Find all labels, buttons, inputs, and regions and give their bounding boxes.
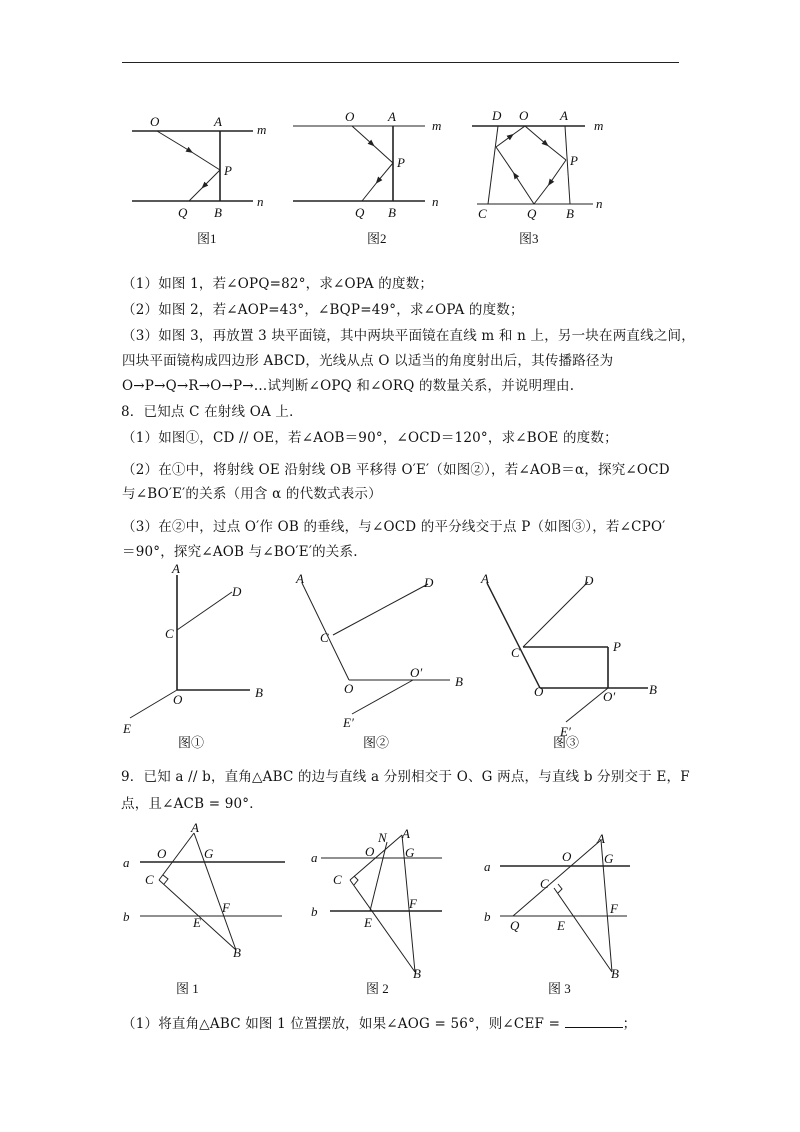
point-label: E′ [343,715,354,730]
q8-part2-line2: 与∠BO′E′的关系（用含 α 的代数式表示） [122,486,382,502]
point-label: D [584,573,594,588]
point-label: B [611,966,619,981]
q7-part3-line3: O→P→Q→R→O→P→…试判断∠OPQ 和∠ORQ 的数量关系，并说明理由. [122,378,575,394]
point-label: A [191,820,199,835]
q9-stem-line1: 9．已知 a // b，直角△ABC 的边与直线 a 分别相交于 O、G 两点，与直线 b 分别交于 E，F [121,769,690,785]
q9-stem-line2: 点，且∠ACB = 90°． [121,796,263,812]
point-label: O [534,684,544,699]
point-label: F [610,901,618,916]
point-label: b [484,909,491,924]
q7-part3-line1: （3）如图 3，再放置 3 块平面镜，其中两块平面镜在直线 m 和 n 上，另一块在两直线之间， [122,328,695,344]
point-label: P [224,163,232,178]
point-label: B [388,205,396,220]
point-label: O [365,844,375,859]
point-label: b [123,909,130,924]
q8-figure-2 [302,583,450,714]
figure-caption: 图2 [367,231,387,246]
point-label: A [214,114,222,129]
point-label: O [157,846,167,861]
point-label: m [594,118,604,133]
q8-part3-line2: ＝90°，探究∠AOB 与∠BO′E′的关系. [122,544,358,560]
figure-caption: 图 1 [176,981,199,996]
point-label: C [333,872,342,887]
q8-part2-line1: （2）在①中，将射线 OE 沿射线 OB 平移得 O′E′（如图②），若∠AOB＝α，探究∠OCD [122,462,670,478]
point-label: E [193,915,201,930]
q7-figure-1 [132,131,253,201]
q9-part1-end: ； [622,1016,637,1032]
point-label: G [604,851,614,866]
figure-caption: 图 2 [366,981,389,996]
figure-caption: 图3 [519,231,539,246]
q9-part1-text: （1）将直角△ABC 如图 1 位置摆放，如果∠AOG = 56°，则∠CEF = [122,1016,561,1032]
point-label: D [232,584,242,599]
point-label: B [214,205,222,220]
point-label: O′ [603,689,616,704]
q7-figure-2 [293,126,425,201]
point-label: a [311,850,318,865]
q7-part3-line2: 四块平面镜构成四边形 ABCD，光线从点 O 以适当的角度射出后，其传播路径为 [122,353,614,369]
point-label: a [123,855,130,870]
point-label: O′ [410,665,423,680]
point-label: O [344,681,354,696]
point-label: A [172,561,180,576]
point-label: P [570,153,578,168]
point-label: Q [178,205,188,220]
point-label: B [413,966,421,981]
point-label: B [255,685,263,700]
point-label: B [649,682,657,697]
point-label: C [165,626,174,641]
point-label: O [173,692,183,707]
point-label: E [364,915,372,930]
q9-figure-2 [321,835,442,972]
figure-caption: 图 3 [548,981,571,996]
point-label: m [257,122,267,137]
point-label: N [378,830,387,845]
q7-part1: （1）如图 1，若∠OPQ=82°，求∠OPA 的度数； [122,276,434,292]
point-label: n [432,194,439,209]
point-label: A [388,109,396,124]
point-label: B [566,206,574,221]
point-label: E [557,918,565,933]
point-label: O [345,109,355,124]
point-label: F [409,896,417,911]
point-label: G [204,846,214,861]
q8-part3-line1: （3）在②中，过点 O′作 OB 的垂线，与∠OCD 的平分线交于点 P（如图③），若∠CPO′ [122,519,666,535]
q8-part1: （1）如图①，CD // OE，若∠AOB＝90°，∠OCD＝120°，求∠BOE 的度数； [122,430,618,446]
point-label: A [402,826,410,841]
point-label: O [150,114,160,129]
point-label: n [596,196,603,211]
figure-caption: 图1 [197,231,217,246]
point-label: A [296,571,304,586]
point-label: Q [355,205,365,220]
point-label: E [123,721,131,736]
point-label: D [424,575,434,590]
point-label: a [484,859,491,874]
figure-caption: 图① [178,735,205,750]
point-label: B [455,674,463,689]
point-label: D [492,108,502,123]
point-label: C [320,630,329,645]
point-label: P [397,155,405,170]
point-label: b [311,904,318,919]
point-label: n [257,194,264,209]
point-label: m [432,118,442,133]
figure-caption: 图② [363,735,390,750]
q8-stem: 8．已知点 C 在射线 OA 上． [121,404,303,420]
point-label: F [222,900,230,915]
point-label: Q [510,918,520,933]
point-label: E′ [560,724,571,739]
figure-caption: 图③ [553,735,580,750]
point-label: A [597,831,605,846]
point-label: G [405,845,415,860]
point-label: C [478,206,487,221]
point-label: C [145,872,154,887]
point-label: O [562,849,572,864]
point-label: P [613,639,621,654]
q7-part2: （2）如图 2，若∠AOP=43°，∠BQP=49°，求∠OPA 的度数； [122,302,524,318]
point-label: A [560,108,568,123]
point-label: B [233,945,241,960]
point-label: Q [527,206,537,221]
point-label: C [540,876,549,891]
point-label: C [511,645,520,660]
point-label: A [481,571,489,586]
point-label: O [519,108,529,123]
